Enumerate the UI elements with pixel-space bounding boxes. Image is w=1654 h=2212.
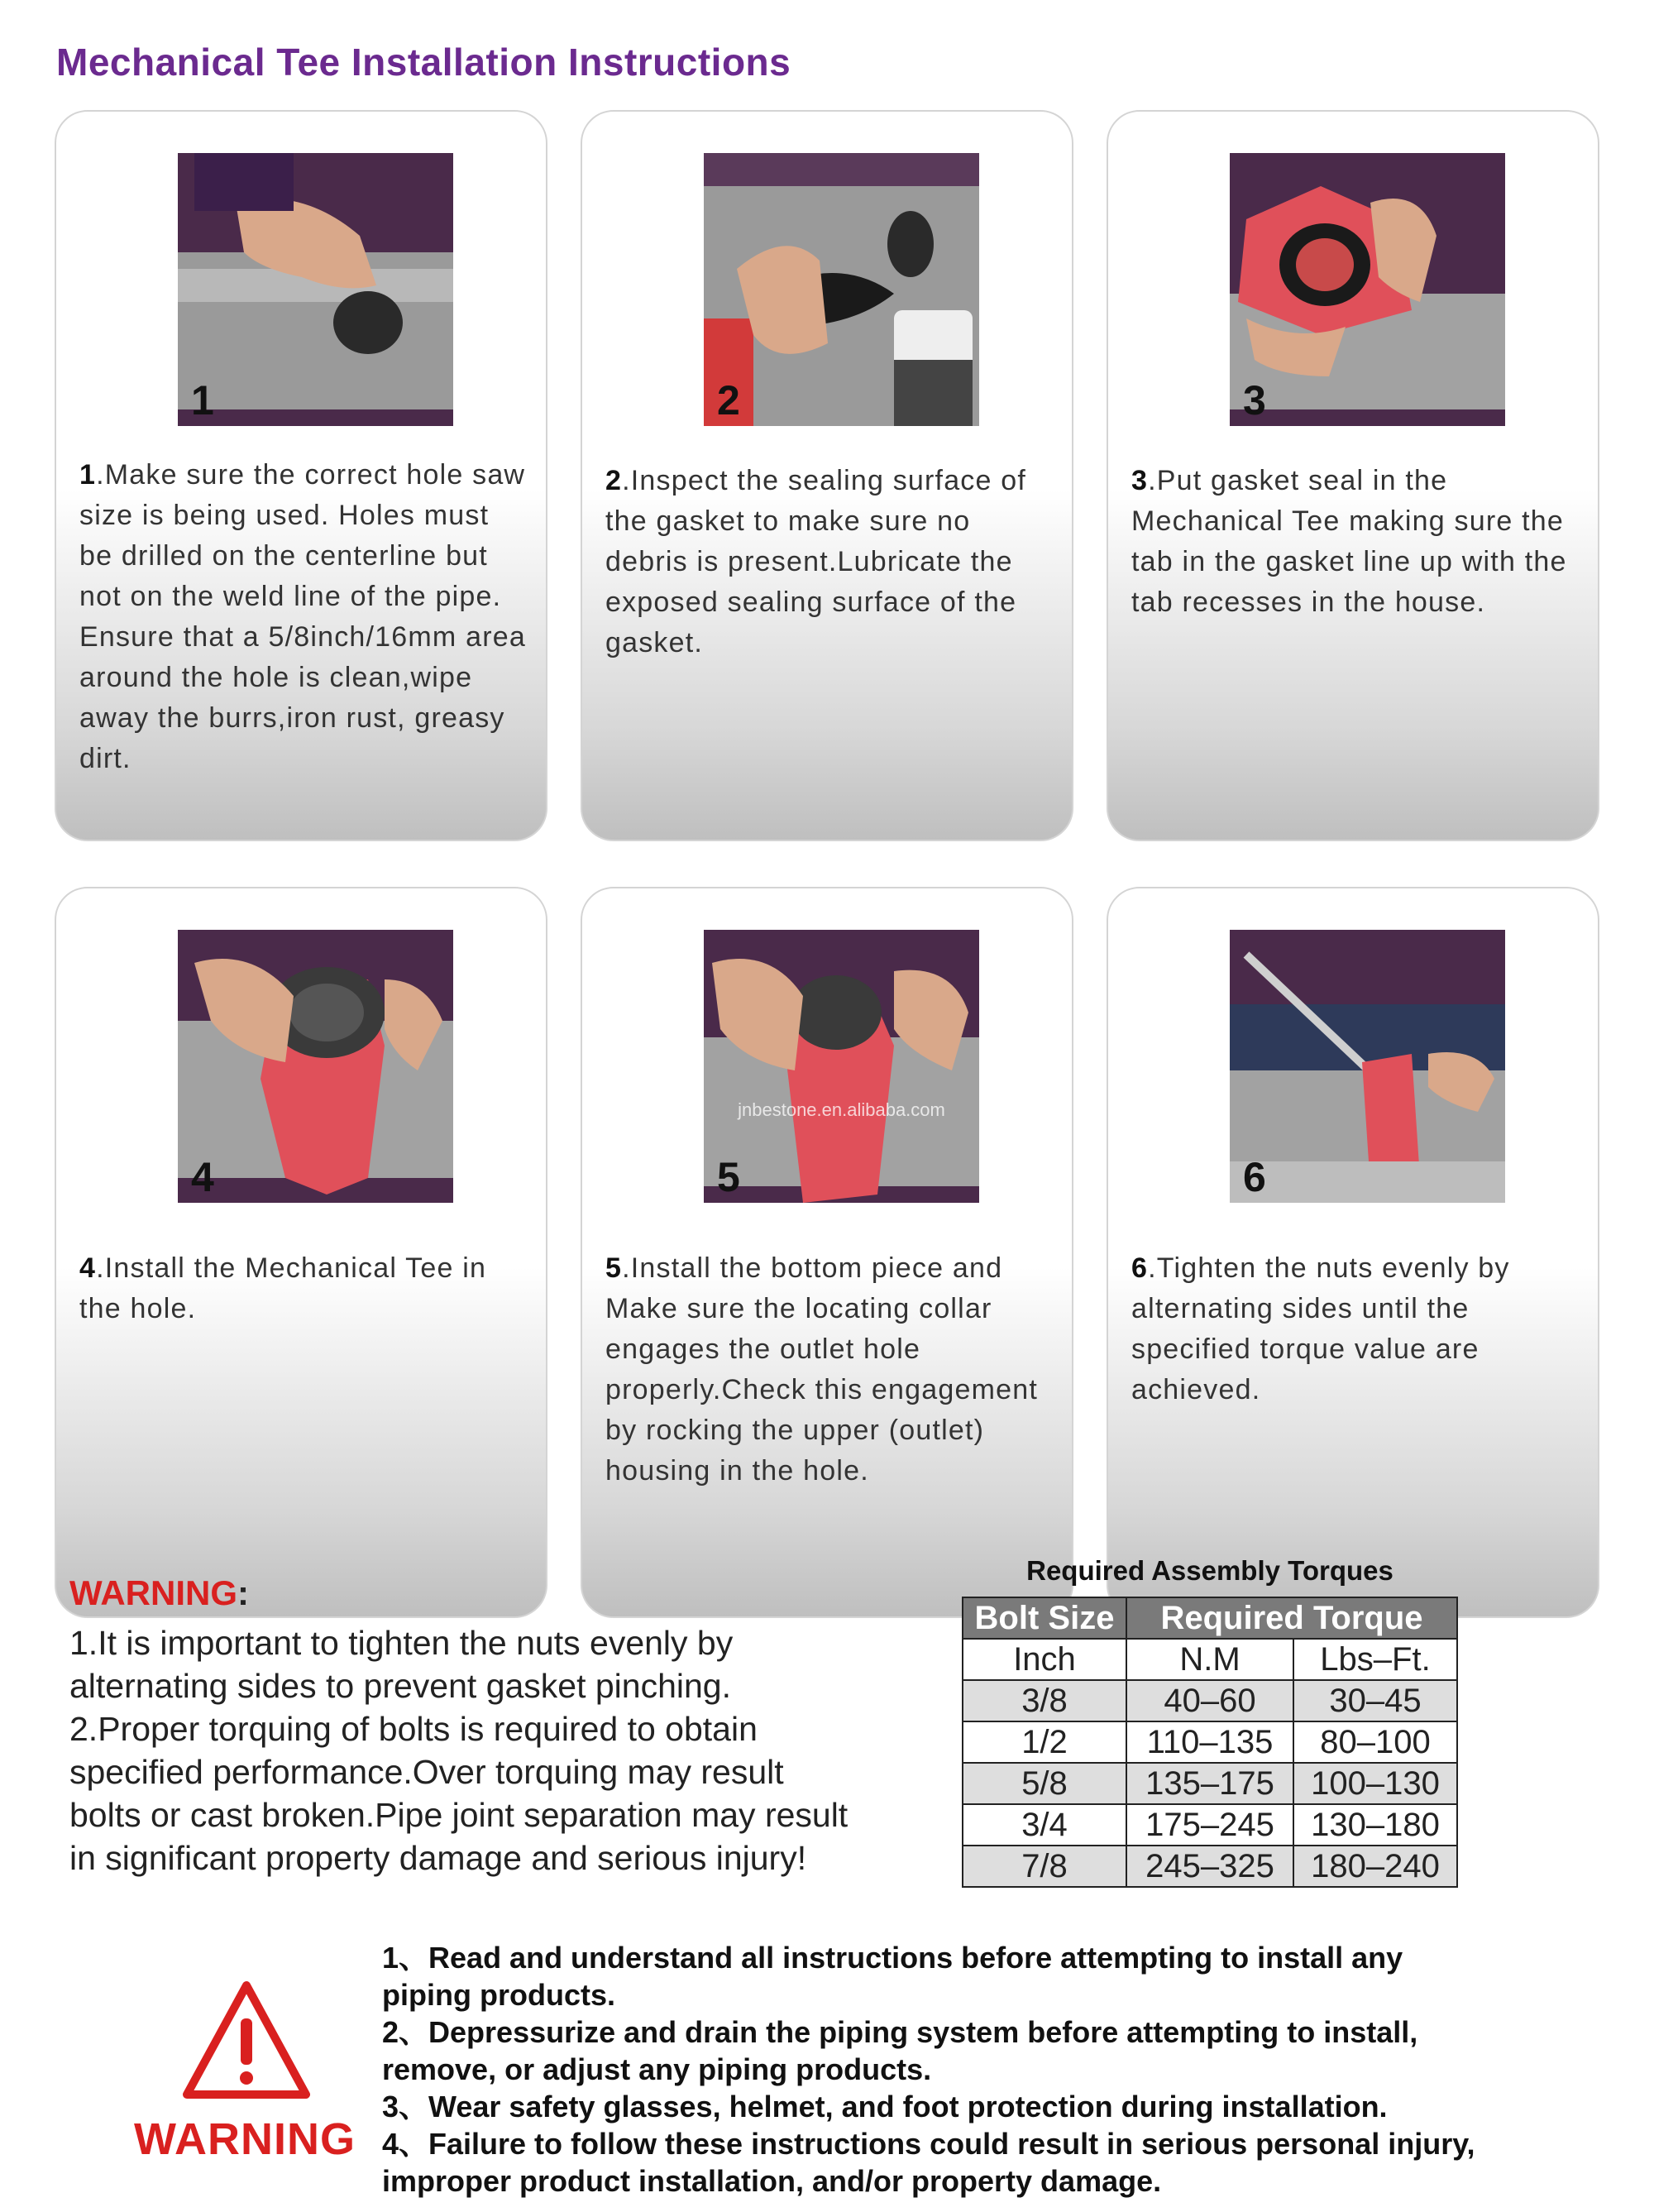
bolt-size-cell: 1/2 — [963, 1721, 1126, 1763]
step-text-1: 1.Make sure the correct hole saw size is being used. Holes must be drilled on the centerline but not on the weld line of the pipe. Ensure that a 5/8inch/16mm area around the hole is clean,wipe away the burrs,iron rust, greasy dirt. — [79, 459, 526, 774]
step-text-4: 4.Install the Mechanical Tee in the hole. — [79, 1252, 487, 1324]
step-number-3: 3 — [1243, 377, 1266, 424]
safety-item-2: 2、Depressurize and drain the piping system before attempting to install, remove, or adjust any piping products. — [382, 2015, 1418, 2086]
step-text-3: 3.Put gasket seal in the Mechanical Tee making sure the tab in the gasket line up with the tab recesses in the house. — [1131, 465, 1567, 618]
torque-table-title: Required Assembly Torques — [1026, 1555, 1393, 1586]
step-number-2: 2 — [717, 377, 740, 424]
table-row — [963, 1721, 1457, 1763]
warning-item-2: 2.Proper torquing of bolts is required to obtain specified performance.Over torquing may result bolts or cast broken.Pipe joint separation may result in significant property damage and serious injury! — [69, 1710, 849, 1877]
safety-item-1: 1、Read and understand all instructions before attempting to install any piping products. — [382, 1941, 1403, 2012]
step-number-4: 4 — [191, 1154, 214, 1200]
bolt-size-cell: 3/8 — [963, 1680, 1126, 1721]
table-row — [963, 1846, 1457, 1887]
nm-cell: 245–325 — [1126, 1846, 1293, 1887]
safety-warning-label: WARNING — [134, 2114, 356, 2164]
lbsft-cell: 30–45 — [1293, 1680, 1457, 1721]
page-title: Mechanical Tee Installation Instructions — [56, 41, 791, 84]
step-card-3 — [1107, 110, 1599, 841]
safety-item-4: 4、Failure to follow these instructions could result in serious personal injury, improper product installation, and/or property damage. — [382, 2127, 1475, 2198]
nm-cell: 40–60 — [1126, 1680, 1293, 1721]
step-photo-4 — [178, 930, 453, 1203]
step-number-6: 6 — [1243, 1154, 1266, 1200]
bolt-size-cell: 3/4 — [963, 1804, 1126, 1846]
safety-instructions — [382, 1939, 1482, 2200]
nm-cell: 135–175 — [1126, 1763, 1293, 1804]
subheader-lbsft: Lbs–Ft. — [1293, 1639, 1457, 1680]
table-row — [963, 1804, 1457, 1846]
lbsft-cell: 80–100 — [1293, 1721, 1457, 1763]
warning-item-1: 1.It is important to tighten the nuts evenly by alternating sides to prevent gasket pinching. — [69, 1624, 734, 1705]
safety-item-3: 3、Wear safety glasses, helmet, and foot protection during installation. — [382, 2090, 1388, 2123]
bolt-size-cell: 7/8 — [963, 1846, 1126, 1887]
step-card-2 — [581, 110, 1073, 841]
step-card-5 — [581, 887, 1073, 1618]
step-photo-6 — [1230, 930, 1505, 1203]
bolt-size-cell: 5/8 — [963, 1763, 1126, 1804]
step-photo-2 — [704, 153, 979, 426]
subheader-nm: N.M — [1126, 1639, 1293, 1680]
step-card-4 — [55, 887, 547, 1618]
lbsft-cell: 100–130 — [1293, 1763, 1457, 1804]
step-photo-1 — [178, 153, 453, 426]
nm-cell: 175–245 — [1126, 1804, 1293, 1846]
torque-table — [962, 1597, 1458, 1888]
step-number-5: 5 — [717, 1154, 740, 1200]
header-bolt-size: Bolt Size — [963, 1597, 1126, 1639]
watermark: jnbestone.en.alibaba.com — [738, 1099, 945, 1120]
warning-title: WARNING: — [69, 1573, 249, 1612]
subheader-inch: Inch — [963, 1639, 1126, 1680]
warning-body — [69, 1621, 860, 1879]
step-text-6: 6.Tighten the nuts evenly by alternating sides until the specified torque value are achieved. — [1131, 1252, 1510, 1405]
step-card-6 — [1107, 887, 1599, 1618]
step-number-1: 1 — [191, 377, 214, 424]
step-photo-3 — [1230, 153, 1505, 426]
table-row — [963, 1680, 1457, 1721]
lbsft-cell: 180–240 — [1293, 1846, 1457, 1887]
nm-cell: 110–135 — [1126, 1721, 1293, 1763]
warning-triangle-icon — [180, 1979, 313, 2101]
lbsft-cell: 130–180 — [1293, 1804, 1457, 1846]
header-required-torque: Required Torque — [1126, 1597, 1457, 1639]
step-photo-5 — [704, 930, 979, 1203]
step-text-2: 2.Inspect the sealing surface of the gasket to make sure no debris is present.Lubricate the exposed sealing surface of the gasket. — [605, 465, 1027, 658]
step-text-5: 5.Install the bottom piece and Make sure the locating collar engages the outlet hole properly.Check this engagement by rocking the upper (outlet) housing in the hole. — [605, 1252, 1038, 1487]
step-card-1 — [55, 110, 547, 841]
table-row — [963, 1763, 1457, 1804]
